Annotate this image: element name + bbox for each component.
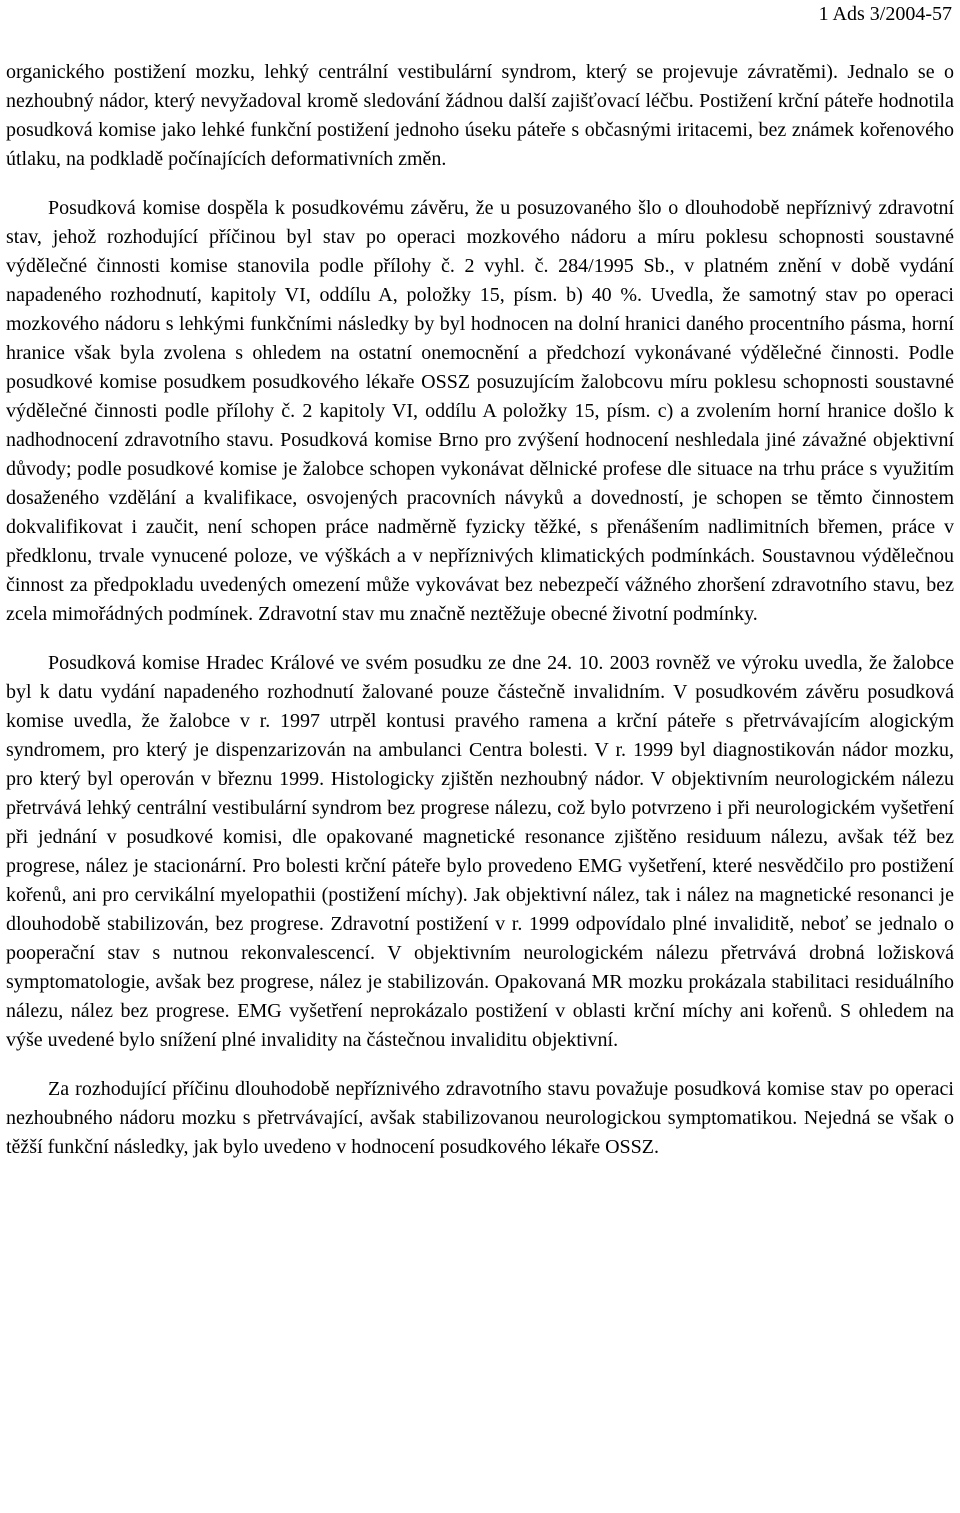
paragraph-brno-commission: Posudková komise dospěla k posudkovému závěru, že u posuzovaného šlo o dlouhodobě nepříznivý zdravotní stav, jehož rozhodující příčinou byl stav po operaci mozkového nádoru a míru poklesu schopnosti soustavné výdělečné činnosti komise stanovila podle přílohy č. 2 vyhl. č. 284/1995 Sb., v platném znění v době vydání napadeného rozhodnutí, kapitoly VI, oddílu A, položky 15, písm. b) 40 %. Uvedla, že samotný stav po operaci mozkového nádoru s lehkými funkčními následky by byl hodnocen na dolní hranici daného procentního pásma, horní hranice však byla zvolena s ohledem na ostatní onemocnění a předchozí vykonávané výdělečné činnosti. Podle posudkové komise posudkem posudkového lékaře OSSZ posuzujícím žalobcovu míru poklesu schopnosti soustavné výdělečné činnosti podle přílohy č. 2 kapitoly VI, oddílu A položky 15, písm. c) a zvolením horní hranice došlo k nadhodnocení zdravotního stavu. Posudková komise Brno pro zvýšení hodnocení neshledala jiné závažné objektivní důvody; podle posudkové komise je žalobce schopen vykonávat dělnické profese dle situace na trhu práce s využitím dosaženého vzdělání a kvalifikace, osvojených pracovních návyků a dovedností, je schopen se těmto činnostem dokvalifikovat i zaučit, není schopen práce nadměrně fyzicky těžké, s přenášením nadlimitních břemen, práce v předklonu, trvale vynucené poloze, ve výškách a v nepříznivých klimatických podmínkách. Soustavnou výdělečnou činnost za předpokladu uvedených omezení může vykovávat bez nebezpečí vážného zhoršení zdravotního stavu, bez zcela mimořádných podmínek. Zdravotní stav mu značně neztěžuje obecné životní podmínky. <box>6 197 954 625</box>
case-number-header: 1 Ads 3/2004-57 <box>818 3 952 25</box>
document-body <box>6 58 954 1162</box>
paragraph-hradec-commission: Posudková komise Hradec Králové ve svém posudku ze dne 24. 10. 2003 rovněž ve výroku uvedla, že žalobce byl k datu vydání napadeného rozhodnutí žalované pouze částečně invalidním. V posudkovém závěru posudková komise uvedla, že žalobce v r. 1997 utrpěl kontusi pravého ramena a krční páteře s přetrvávajícím alogickým syndromem, pro který je dispenzarizován na ambulanci Centra bolesti. V r. 1999 byl diagnostikován nádor mozku, pro který byl operován v březnu 1999. Histologicky zjištěn nezhoubný nádor. V objektivním neurologickém nálezu přetrvává lehký centrální vestibulární syndrom bez progrese nálezu, což bylo potvrzeno i při neurologickém vyšetření při jednání v posudkové komisi, dle opakované magnetické resonance zjištěno residuum nálezu, avšak též bez progrese, nález je stacionární. Pro bolesti krční páteře bylo provedeno EMG vyšetření, které nesvědčilo pro postižení kořenů, ani pro cervikální myelopathii (postižení míchy). Jak objektivní nález, tak i nález na magnetické resonanci je dlouhodobě stabilizován, bez progrese. Zdravotní postižení v r. 1999 odpovídalo plné invaliditě, neboť se jednalo o pooperační stav s nutnou rekonvalescencí. V objektivním neurologickém nálezu přetrvává drobná ložisková symptomatologie, avšak bez progrese, nález je stabilizován. Opakovaná MR mozku prokázala stabilitaci residuálního nálezu, nález bez progrese. EMG vyšetření neprokázalo postižení v oblasti krční míchy ani kořenů. S ohledem na výše uvedené bylo snížení plné invalidity na částečnou invaliditu objektivní. <box>6 652 954 1051</box>
paragraph-conclusion: Za rozhodující příčinu dlouhodobě nepříznivého zdravotního stavu považuje posudková komise stav po operaci nezhoubného nádoru mozku s přetrvávající, avšak stabilizovanou neurologickou symptomatikou. Nejedná se však o těžší funkční následky, jak bylo uvedeno v hodnocení posudkového lékaře OSSZ. <box>6 1078 954 1158</box>
paragraph-continuation: organického postižení mozku, lehký centrální vestibulární syndrom, který se projevuje závratěmi). Jednalo se o nezhoubný nádor, který nevyžadoval kromě sledování žádnou další zajišťovací léčbu. Postižení krční páteře hodnotila posudková komise jako lehké funkční postižení jednoho úseku páteře s občasnými iritacemi, bez známek kořenového útlaku, na podkladě počínajících deformativních změn. <box>6 61 954 170</box>
